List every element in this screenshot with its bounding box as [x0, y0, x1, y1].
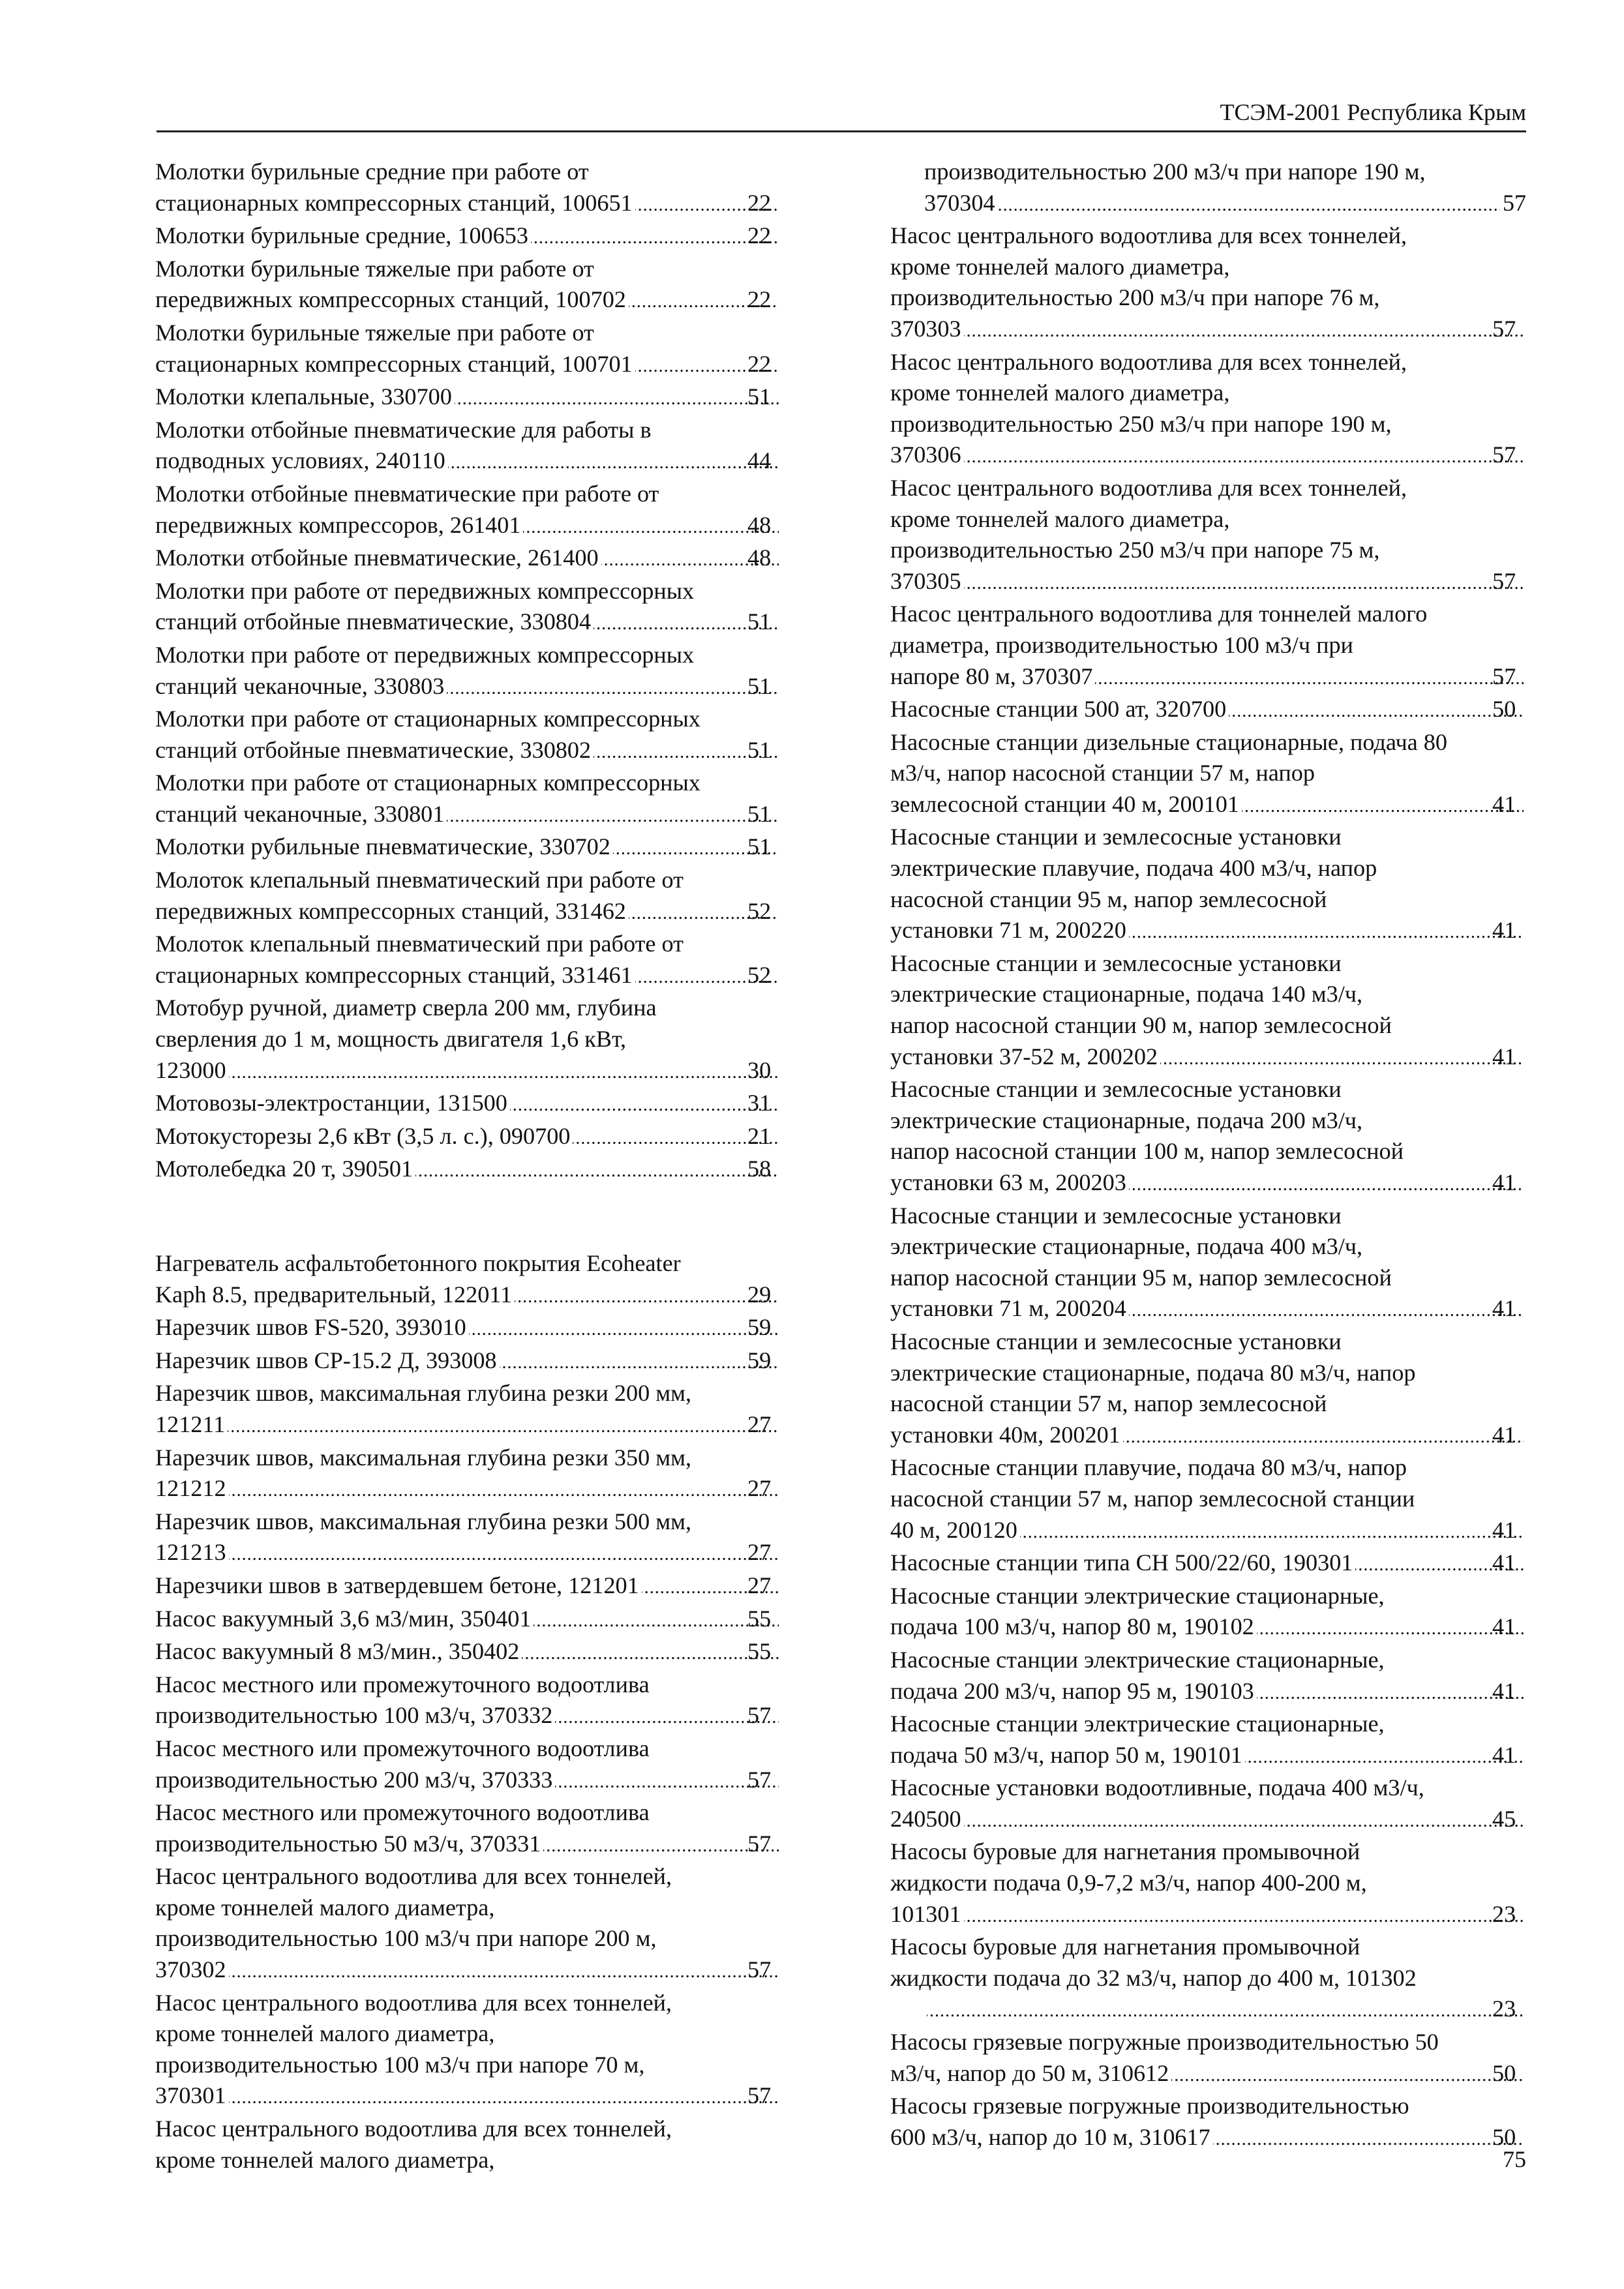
index-entry [890, 1645, 1526, 1709]
index-entry-text: Насос центрального водоотлива для всех тоннелей, [890, 222, 1407, 249]
index-entry [155, 1312, 781, 1345]
index-entry-last-line: подводных условиях, 240110 . . . 44 [189, 445, 781, 479]
index-entry-text: Насос центрального водоотлива для всех тоннелей, [155, 2116, 672, 2142]
dot-leader [500, 1345, 779, 1379]
index-entry [155, 1604, 781, 1637]
index-entry-text: Молотки бурильные тяжелые при работе от [155, 319, 594, 346]
index-entry-last-line: производительностью 100 м3/ч, 370332 . . . 57 [189, 1700, 781, 1733]
index-entry-text: напор насосной станции 100 м, напор землесосной [890, 1138, 1404, 1165]
index-entry-text: электрические стационарные, подача 140 м3/ч, [890, 981, 1363, 1008]
index-entry-text: Насосные станции 500 ат, 320700 [890, 696, 1227, 723]
index-entry [155, 1570, 781, 1604]
index-entry-text: Насосные станции и землесосные установки [890, 1076, 1342, 1103]
dot-leader [1129, 1293, 1524, 1326]
index-entry [155, 543, 781, 576]
index-entry [155, 865, 781, 929]
index-entry-text: Насосы грязевые погружные производительностью 50 [890, 2029, 1439, 2056]
index-entry-text: установки 63 м, 200203 [890, 1169, 1126, 1195]
dot-leader [1123, 1420, 1524, 1453]
index-entry-last-line: установки 63 м, 200203 . . . 41 [924, 1167, 1526, 1201]
index-entry [155, 831, 781, 865]
index-entry-text: 370306 [890, 441, 961, 468]
index-entry-text: электрические плавучие, подача 400 м3/ч, напор [890, 855, 1377, 882]
index-entry [155, 1154, 781, 1187]
index-entry-last-line: Насосные станции 500 ат, 320700 . . . 50 [924, 694, 1526, 727]
index-entry-text: Молотки отбойные пневматические, 261400 [155, 545, 599, 571]
index-entry [890, 1074, 1526, 1200]
dot-leader [448, 445, 779, 479]
dot-leader [964, 1899, 1524, 1932]
index-entry-last-line: подача 50 м3/ч, напор 50 м, 190101 . . . 41 [924, 1740, 1526, 1773]
index-entry-text: Насосные станции электрические стационарные, [890, 1646, 1385, 1673]
index-entry [890, 1836, 1526, 1932]
index-entry-text: производительностью 50 м3/ч, 370331 [155, 1830, 541, 1857]
index-entry-text: Насосы буровые для нагнетания промывочной [890, 1934, 1361, 1960]
index-entry-text: 101301 [890, 1900, 961, 1927]
index-entry-text: кроме тоннелей малого диаметра, [155, 1894, 495, 1921]
index-entry-text: Молотки бурильные средние, 100653 [155, 222, 528, 249]
dot-leader [964, 314, 1524, 347]
page-number: 75 [1503, 2146, 1526, 2172]
index-entry-last-line: стационарных компрессорных станций, 100701 . . . 22 [189, 349, 781, 382]
index-entry-text: установки 71 м, 200220 [890, 917, 1126, 944]
dot-leader [555, 1700, 779, 1733]
index-entry-text: напор насосной станции 95 м, напор землесосной [890, 1264, 1392, 1291]
index-entry-text: м3/ч, напор насосной станции 57 м, напор [890, 760, 1315, 786]
index-entry-text: подача 100 м3/ч, напор 80 м, 190102 [890, 1613, 1254, 1640]
index-entry-text: производительностью 200 м3/ч при напоре 76 м, [890, 284, 1380, 311]
index-entry [890, 822, 1526, 948]
index-entry-text: землесосной станции 40 м, 200101 [890, 790, 1239, 817]
index-entry-text: 121212 [155, 1475, 226, 1502]
index-entry-text: Насосные установки водоотливные, подача 400 м3/ч, [890, 1774, 1424, 1801]
dot-leader [229, 2080, 779, 2114]
index-entry-text: производительностью 100 м3/ч при напоре 200 м, [155, 1925, 657, 1952]
index-entry-text: напор насосной станции 90 м, напор землесосной [890, 1012, 1392, 1039]
index-entry-last-line: Молотки бурильные средние, 100653 . . . 22 [189, 220, 781, 254]
index-entry [155, 640, 781, 704]
dot-leader [964, 566, 1524, 599]
index-entry-text: кроме тоннелей малого диаметра, [890, 505, 1230, 532]
index-entry-text: м3/ч, напор до 50 м, 310612 [890, 2059, 1169, 2086]
dot-leader [1129, 915, 1524, 948]
index-entry [155, 1248, 781, 1312]
index-entry-last-line: Насос вакуумный 3,6 м3/мин, 350401 . . . 55 [189, 1604, 781, 1637]
index-entry-text: подводных условиях, 240110 [155, 447, 445, 474]
index-entry-text: кроме тоннелей малого диаметра, [155, 2146, 495, 2173]
index-entry-text: передвижных компрессорных станций, 331462 [155, 897, 626, 924]
dot-leader [522, 1636, 779, 1669]
index-entry-last-line: землесосной станции 40 м, 200101 . . . 41 [924, 789, 1526, 822]
index-entry-text: производительностью 250 м3/ч при напоре 190 м, [890, 410, 1392, 437]
index-entry-last-line: передвижных компрессорных станций, 100702 . . . 22 [189, 284, 781, 318]
index-entry-last-line: установки 71 м, 200220 . . . 41 [924, 915, 1526, 948]
index-entry-text: станций чеканочные, 330801 [155, 800, 445, 827]
index-entry-text: электрические стационарные, подача 80 м3/ч, напор [890, 1359, 1416, 1386]
index-entry [890, 727, 1526, 822]
dot-leader [543, 1829, 779, 1862]
index-entry-text: напоре 80 м, 370307 [890, 663, 1093, 689]
index-entry-text: Молотки бурильные средние при работе от [155, 158, 589, 185]
index-entry-text: Нарезчики швов в затвердевшем бетоне, 121201 [155, 1572, 639, 1598]
index-entry-text: Насос местного или промежуточного водоотлива [155, 1671, 650, 1698]
index-entry-text: установки 71 м, 200204 [890, 1295, 1126, 1322]
index-entry-text: Нарезчик швов CP-15.2 Д, 393008 [155, 1347, 497, 1373]
dot-leader [964, 440, 1524, 473]
index-entry-last-line: производительностью 200 м3/ч, 370333 . . . 57 [189, 1765, 781, 1798]
index-entry [155, 220, 781, 254]
index-entry-text: Молотки при работе от передвижных компрессорных [155, 641, 695, 668]
index-entry-text: станций чеканочные, 330803 [155, 672, 445, 699]
index-entry-text: диаметра, производительностью 100 м3/ч при [890, 631, 1353, 658]
index-entry-text: подача 200 м3/ч, напор 95 м, 190103 [890, 1677, 1254, 1704]
header-title: ТСЭМ-2001 Республика Крым [1220, 99, 1526, 125]
index-entry-text: Насосные станции и землесосные установки [890, 824, 1342, 850]
index-entry-text: насосной станции 95 м, напор землесосной [890, 886, 1327, 912]
index-entry-text: подача 50 м3/ч, напор 50 м, 190101 [890, 1741, 1242, 1768]
index-entry-text: 370301 [155, 2082, 226, 2109]
dot-leader [1257, 1676, 1524, 1709]
index-entry [890, 1581, 1526, 1645]
dot-leader [1160, 1041, 1524, 1075]
index-entry-last-line: Нарезчики швов в затвердевшем бетоне, 121201 . . . 27 [189, 1570, 781, 1604]
index-entry-text: Молотки бурильные тяжелые при работе от [155, 255, 594, 282]
index-entry-last-line: 101301 . . . 23 [924, 1899, 1526, 1932]
dot-leader [1095, 661, 1524, 695]
index-entry-text: Насосные станции и землесосные установки [890, 1202, 1342, 1229]
index-entry [890, 1932, 1526, 2027]
index-entry-text: 40 м, 200120 [890, 1516, 1017, 1543]
index-entry-text: производительностью 200 м3/ч, 370333 [155, 1766, 553, 1793]
index-entry-text: Молоток клепальный пневматический при работе от [155, 867, 684, 893]
index-entry [155, 1669, 781, 1733]
index-entry-text: Насос центрального водоотлива для всех тоннелей, [155, 1863, 672, 1890]
index-entry [155, 1443, 781, 1506]
index-entry-last-line: Kaph 8.5, предварительный, 122011 . . . 29 [189, 1279, 781, 1313]
dot-leader [1213, 2122, 1524, 2155]
index-entry [890, 1452, 1526, 1548]
index-entry-text: кроме тоннелей малого диаметра, [155, 2020, 495, 2047]
index-entry-last-line: напоре 80 м, 370307 . . . 57 [924, 661, 1526, 695]
index-entry-last-line: установки 71 м, 200204 . . . 41 [924, 1293, 1526, 1326]
index-entry-last-line: стационарных компрессорных станций, 331461 . . . 52 [189, 960, 781, 993]
index-entry-text: Нарезчик швов, максимальная глубина резки 200 мм, [155, 1380, 692, 1407]
index-entry-text: 370305 [890, 567, 961, 594]
dot-leader [927, 1994, 1524, 2027]
index-page-ref: 57 [1502, 189, 1526, 216]
index-entry-text: электрические стационарные, подача 200 м3/ч, [890, 1107, 1363, 1133]
index-entry-text: Насосные станции и землесосные установки [890, 1328, 1342, 1354]
index-entry-text: Насосные станции и землесосные установки [890, 950, 1342, 976]
index-entry-last-line: 370303 . . . 57 [924, 314, 1526, 347]
index-entry [155, 382, 781, 415]
index-entry-last-line: станций чеканочные, 330801 . . . 51 [189, 799, 781, 832]
index-entry-last-line: 121212 . . . 27 [189, 1473, 781, 1506]
index-entry-last-line: 123000 . . . 30 [189, 1055, 781, 1088]
index-entry [155, 1861, 781, 1987]
index-entry-text: Насосные станции плавучие, подача 80 м3/ч, напор [890, 1454, 1407, 1481]
index-entry [155, 576, 781, 640]
index-entry-text: сверления до 1 м, мощность двигателя 1,6 кВт, [155, 1026, 627, 1053]
index-entry-text: Молотки рубильные пневматические, 330702 [155, 833, 610, 860]
index-entry-last-line: Нарезчик швов CP-15.2 Д, 393008 . . . 59 [189, 1345, 781, 1379]
index-entry-text: Насос местного или промежуточного водоотлива [155, 1799, 650, 1826]
index-entry-text: Насос центрального водоотлива для всех тоннелей, [155, 1989, 672, 2016]
index-entry [890, 1773, 1526, 1836]
index-entry-text: Мотобур ручной, диаметр сверла 200 мм, глубина [155, 995, 657, 1021]
index-entry-text: 370302 [155, 1956, 226, 1983]
index-entry-last-line: Мотокусторезы 2,6 кВт (3,5 л. с.), 090700 . . . 21 [189, 1121, 781, 1154]
index-entry-text: Молотки отбойные пневматические для работы в [155, 416, 652, 443]
running-header [157, 97, 1526, 132]
index-entry-text: Насосные станции дизельные стационарные, подача 80 [890, 728, 1447, 755]
index-entry [890, 1709, 1526, 1773]
dot-leader [1242, 789, 1524, 822]
index-entry-text: жидкости подача до 32 м3/ч, напор до 400 м, 101302 [890, 1964, 1417, 1991]
index-entry-text: 121213 [155, 1539, 226, 1566]
index-entry-text: Мотокусторезы 2,6 кВт (3,5 л. с.), 090700 [155, 1122, 571, 1149]
index-entry-text: Насосные станции электрические стационарные, [890, 1582, 1385, 1609]
index-entry [155, 1088, 781, 1121]
index-entry-text: стационарных компрессорных станций, 100701 [155, 350, 633, 377]
index-entry-last-line: 40 м, 200120 . . . 41 [924, 1515, 1526, 1548]
dot-leader [1129, 1167, 1524, 1201]
index-entry [890, 347, 1526, 473]
index-entry [155, 1121, 781, 1154]
index-entry-text: Насосные станции электрические стационарные, [890, 1711, 1385, 1737]
index-entry-last-line: 370305 . . . 57 [924, 566, 1526, 599]
index-entry-text: Насос центрального водоотлива для тоннелей малого [890, 601, 1428, 627]
dot-leader [228, 1409, 779, 1443]
index-entry-text: передвижных компрессорных станций, 100702 [155, 286, 626, 313]
index-entry-last-line: м3/ч, напор до 50 м, 310612 . . . 50 [924, 2058, 1526, 2091]
index-entry [155, 415, 781, 479]
dot-leader [531, 220, 779, 254]
index-entry-text: Насос центрального водоотлива для всех тоннелей, [890, 474, 1407, 501]
index-entry-text: станций отбойные пневматические, 330802 [155, 736, 592, 763]
index-entry-text: Насосные станции типа СН 500/22/60, 190301 [890, 1549, 1353, 1576]
index-entry-last-line: станций чеканочные, 330803 . . . 51 [189, 671, 781, 704]
index-entry-text: Молотки отбойные пневматические при работе от [155, 480, 659, 507]
index-entry-text: производительностью 250 м3/ч при напоре 75 м, [890, 537, 1380, 563]
index-entry-text: 121211 [155, 1411, 226, 1437]
dot-leader [229, 1954, 779, 1988]
index-entry [155, 2114, 781, 2176]
index-entry-text: Молотки при работе от стационарных компрессорных [155, 770, 700, 796]
index-entry-text: Нагреватель асфальтобетонного покрытия Ecoheater [155, 1250, 681, 1276]
index-entry [890, 599, 1526, 694]
dot-leader [229, 1537, 779, 1570]
index-entry-text: 600 м3/ч, напор до 10 м, 310617 [890, 2123, 1210, 2150]
index-entry-last-line: 370302 . . . 57 [189, 1954, 781, 1988]
index-entry-last-line: 370301 . . . 57 [189, 2080, 781, 2114]
index-entry-text: Нарезчик швов FS-520, 393010 [155, 1314, 466, 1341]
index-entry-text: Мотовозы-электростанции, 131500 [155, 1090, 507, 1116]
index-entry-text: Насос вакуумный 8 м3/мин., 350402 [155, 1638, 520, 1665]
index-column-left [155, 157, 781, 2176]
index-entry-text: Насос вакуумный 3,6 м3/мин, 350401 [155, 1605, 532, 1632]
dot-leader [229, 1055, 779, 1088]
index-entry [890, 1201, 1526, 1326]
index-entry-text: Молотки при работе от передвижных компрессорных [155, 577, 695, 604]
index-entry-last-line: подача 100 м3/ч, напор 80 м, 190102 . . . 41 [924, 1611, 1526, 1645]
index-entry-text: Насосы буровые для нагнетания промывочной [890, 1838, 1361, 1865]
dot-leader [415, 1154, 779, 1187]
index-entry [890, 157, 1526, 220]
index-entry [890, 948, 1526, 1074]
index-entry-last-line: 600 м3/ч, напор до 10 м, 310617 . . . 50 [924, 2122, 1526, 2155]
index-entry-text: Мотолебедка 20 т, 390501 [155, 1156, 414, 1182]
index-entry [155, 1636, 781, 1669]
index-entry-text: производительностью 100 м3/ч, 370332 [155, 1702, 553, 1729]
index-entry-last-line: передвижных компрессорных станций, 331462 . . . 52 [189, 896, 781, 929]
index-entry-last-line: установки 37-52 м, 200202 . . . 41 [924, 1041, 1526, 1075]
dot-leader [523, 510, 779, 543]
index-entry [155, 929, 781, 993]
index-entry-text: установки 37-52 м, 200202 [890, 1043, 1158, 1070]
index-entry-last-line: . . . 23 [924, 1994, 1526, 2027]
index-entry-text: стационарных компрессорных станций, 331461 [155, 961, 633, 988]
index-entry-text: производительностью 200 м3/ч при напоре 190 м, [924, 158, 1426, 185]
index-entry-text: Насос местного или промежуточного водоотлива [155, 1735, 650, 1761]
dot-leader [510, 1088, 779, 1121]
index-entry [155, 254, 781, 318]
index-entry-last-line: 240500 . . . 45 [924, 1804, 1526, 1837]
index-entry [890, 473, 1526, 599]
index-entry-text: насосной станции 57 м, напор землесосной станции [890, 1485, 1415, 1512]
index-entry-text: электрические стационарные, подача 400 м3/ч, [890, 1233, 1363, 1260]
index-entry-text: 123000 [155, 1056, 226, 1083]
dot-leader [515, 1279, 779, 1313]
index-entry [155, 1378, 781, 1442]
index-entry-last-line: установки 40м, 200201 . . . 41 [924, 1420, 1526, 1453]
index-entry [155, 318, 781, 382]
index-entry-text: производительностью 100 м3/ч при напоре 70 м, [155, 2051, 645, 2078]
index-entry-last-line: Молотки отбойные пневматические, 261400 . . . 48 [189, 543, 781, 576]
index-entry [890, 2091, 1526, 2155]
index-entry [155, 157, 781, 220]
index-entry-text: Молотки при работе от стационарных компрессорных [155, 706, 700, 732]
index-entry-last-line: 121213 . . . 27 [189, 1537, 781, 1570]
index-entry-text: Молотки клепальные, 330700 [155, 383, 452, 410]
index-entry-text: Нарезчик швов, максимальная глубина резки 350 мм, [155, 1444, 692, 1471]
index-entry-last-line: Молотки клепальные, 330700 . . . 51 [189, 382, 781, 415]
dot-leader [998, 188, 1500, 221]
index-entry-text: Нарезчик швов, максимальная глубина резки 500 мм, [155, 1508, 692, 1534]
dot-leader [1020, 1515, 1524, 1548]
index-entry [155, 704, 781, 768]
dot-leader [555, 1765, 779, 1798]
index-entry [155, 1506, 781, 1570]
index-entry-text: установки 40м, 200201 [890, 1421, 1120, 1448]
index-entry [155, 993, 781, 1088]
dot-leader [1245, 1740, 1524, 1773]
index-column-right [890, 157, 1526, 2155]
index-entry [890, 1326, 1526, 1452]
dot-leader [534, 1604, 779, 1637]
index-entry-text: передвижных компрессоров, 261401 [155, 511, 521, 538]
dot-leader [447, 671, 779, 704]
index-entry-last-line: Насосные станции типа СН 500/22/60, 190301 . . . 41 [924, 1548, 1526, 1581]
index-entry [155, 1345, 781, 1379]
index-entry [155, 1988, 781, 2114]
dot-leader [1171, 2058, 1524, 2091]
index-entry-last-line: станций отбойные пневматические, 330804 . . . 51 [189, 606, 781, 640]
index-entry [155, 479, 781, 543]
index-entry-text: стационарных компрессорных станций, 100651 [155, 189, 633, 216]
index-entry-last-line: подача 200 м3/ч, напор 95 м, 190103 . . . 41 [924, 1676, 1526, 1709]
index-entry-last-line: передвижных компрессоров, 261401 . . . 48 [189, 510, 781, 543]
index-entry [890, 2027, 1526, 2091]
index-entry [890, 1548, 1526, 1581]
dot-leader [1229, 694, 1524, 727]
index-entry-text: 370303 [890, 315, 961, 342]
index-entry-text: жидкости подача 0,9-7,2 м3/ч, напор 400-200 м, [890, 1870, 1367, 1896]
dot-leader [469, 1312, 779, 1345]
index-entry-last-line [924, 188, 1526, 221]
index-entry-last-line: производительностью 50 м3/ч, 370331 . . . 57 [189, 1829, 781, 1862]
index-entry-last-line: Мотовозы-электростанции, 131500 . . . 31 [189, 1088, 781, 1121]
index-entry [155, 768, 781, 831]
index-entry-text: Kaph 8.5, предварительный, 122011 [155, 1281, 513, 1308]
dot-leader [447, 799, 779, 832]
index-entry-last-line: 370306 . . . 57 [924, 440, 1526, 473]
index-entry-text: 240500 [890, 1805, 961, 1832]
index-entry-last-line: Мотолебедка 20 т, 390501 . . . 58 [189, 1154, 781, 1187]
index-entry-last-line: станций отбойные пневматические, 330802 . . . 51 [189, 735, 781, 768]
index-entry [155, 1733, 781, 1797]
index-entry [890, 220, 1526, 346]
index-entry-text: кроме тоннелей малого диаметра, [890, 253, 1230, 280]
index-entry-text: Молоток клепальный пневматический при работе от [155, 931, 684, 957]
index-entry-text: Насос центрального водоотлива для всех тоннелей, [890, 348, 1407, 375]
dot-leader [964, 1804, 1524, 1837]
index-entry-text: насосной станции 57 м, напор землесосной [890, 1390, 1327, 1417]
dot-leader [455, 382, 779, 415]
index-entry-text: кроме тоннелей малого диаметра, [890, 380, 1230, 406]
dot-leader [1257, 1611, 1524, 1645]
index-entry-last-line: Насос вакуумный 8 м3/мин., 350402 . . . 55 [189, 1636, 781, 1669]
index-entry [155, 1797, 781, 1861]
index-entry-last-line: Нарезчик швов FS-520, 393010 . . . 59 [189, 1312, 781, 1345]
index-entry-last-line: 121211 . . . 27 [189, 1409, 781, 1443]
index-entry-text: 370304 [924, 189, 995, 216]
dot-leader [229, 1473, 779, 1506]
index-entry-text: Насосы грязевые погружные производительностью [890, 2093, 1409, 2119]
index-entry-last-line: стационарных компрессорных станций, 100651 . . . 22 [189, 188, 781, 221]
index-entry-last-line: Молотки рубильные пневматические, 330702 . . . 51 [189, 831, 781, 865]
index-entry [890, 694, 1526, 727]
index-entry-text: станций отбойные пневматические, 330804 [155, 608, 592, 635]
